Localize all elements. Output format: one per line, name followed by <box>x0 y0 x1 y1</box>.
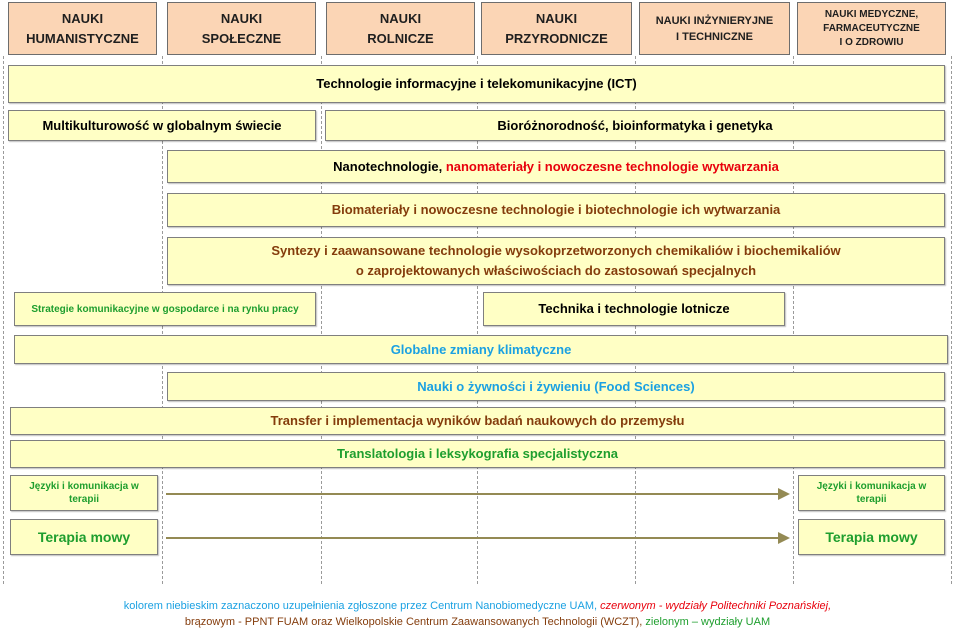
column-divider <box>3 56 4 584</box>
header-inzynieryjne: NAUKI INŻYNIERYJNE I TECHNICZNE <box>639 2 790 55</box>
box-nanomaterialy-label: nanomateriały i nowoczesne technologie wytwarzania <box>445 158 779 174</box>
box-syntezy <box>167 237 945 285</box>
header-medyczne: NAUKI MEDYCZNE, FARMACEUTYCZNE I O ZDROWIU <box>797 2 946 55</box>
box-terapia-left <box>10 519 158 555</box>
legend-blue-text: kolorem niebieskim zaznaczono uzupełnienia zgłoszone przez Centrum Nanobiomedyczne UAM, <box>123 600 601 612</box>
box-translatologia-label: Translatologia i leksykografia specjalistyczna <box>336 446 619 461</box>
box-syntezy-line2: o zaprojektowanych właściwościach do zastosowań specjalnych <box>355 263 757 278</box>
box-bioroznorodnosc-label: Bioróżnorodność, bioinformatyka i genetyka <box>497 117 773 133</box>
box-ict-label: Technologie informacyjne i telekomunikacyjne (ICT) <box>316 76 637 91</box>
box-translatologia <box>10 440 945 468</box>
box-lotnicze-label: Technika i technologie lotnicze <box>538 301 730 316</box>
box-nanotechnologie-label: Nanotechnologie, <box>333 158 446 174</box>
box-terapia-right <box>798 519 945 555</box>
box-biomaterialy <box>167 193 945 227</box>
box-ict <box>8 65 945 103</box>
box-transfer-label: Transfer i implementacja wyników badań naukowych do przemysłu <box>270 413 685 428</box>
box-bioroznorodnosc <box>325 110 945 141</box>
legend-brown-text: brązowym - PPNT FUAM oraz Wielkopolskie Centrum Zaawansowanych Technologii (WCZT), <box>184 616 646 628</box>
box-jezyki-right-label: Języki i komunikacja w terapii <box>816 481 927 505</box>
arrow-jezyki <box>166 486 796 502</box>
box-jezyki-left <box>10 475 158 511</box>
box-strategie <box>14 292 316 326</box>
column-divider <box>321 56 322 584</box>
box-terapia-right-label: Terapia mowy <box>825 529 918 545</box>
header-humanistyczne: NAUKI HUMANISTYCZNE <box>8 2 157 55</box>
box-klimat-label: Globalne zmiany klimatyczne <box>390 341 572 357</box>
legend-green-text: zielonym – wydziały UAM <box>645 616 771 628</box>
box-jezyki-right <box>798 475 945 511</box>
box-transfer <box>10 407 945 435</box>
box-biomaterialy-label: Biomateriały i nowoczesne technologie i biotechnologie ich wytwarzania <box>331 202 781 217</box>
box-zywnosc-label: Nauki o żywności i żywieniu (Food Sciences) <box>417 378 695 394</box>
legend-line-2 <box>0 614 955 630</box>
arrow-terapia <box>166 530 796 546</box>
box-lotnicze <box>483 292 785 326</box>
box-multikulturowosc <box>8 110 316 141</box>
header-przyrodnicze: NAUKI PRZYRODNICZE <box>481 2 632 55</box>
legend-red-text: czerwonym - wydziały Politechniki Poznańskiej, <box>600 600 832 612</box>
box-nanotechnologie <box>167 150 945 183</box>
legend-line-1 <box>0 598 955 614</box>
box-terapia-left-label: Terapia mowy <box>37 529 131 545</box>
box-zywnosc <box>167 372 945 401</box>
box-klimat <box>14 335 948 364</box>
header-rolnicze: NAUKI ROLNICZE <box>326 2 475 55</box>
box-multikulturowosc-label: Multikulturowość w globalnym świecie <box>42 117 282 133</box>
box-jezyki-left-label: Języki i komunikacja w terapii <box>29 481 139 505</box>
box-syntezy-line1: Syntezy i zaawansowane technologie wysokoprzetworzonych chemikaliów i biochemikaliów <box>271 243 841 258</box>
column-divider <box>951 56 952 584</box>
box-strategie-label: Strategie komunikacyjne w gospodarce i na rynku pracy <box>31 303 299 315</box>
header-spoleczne: NAUKI SPOŁECZNE <box>167 2 316 55</box>
